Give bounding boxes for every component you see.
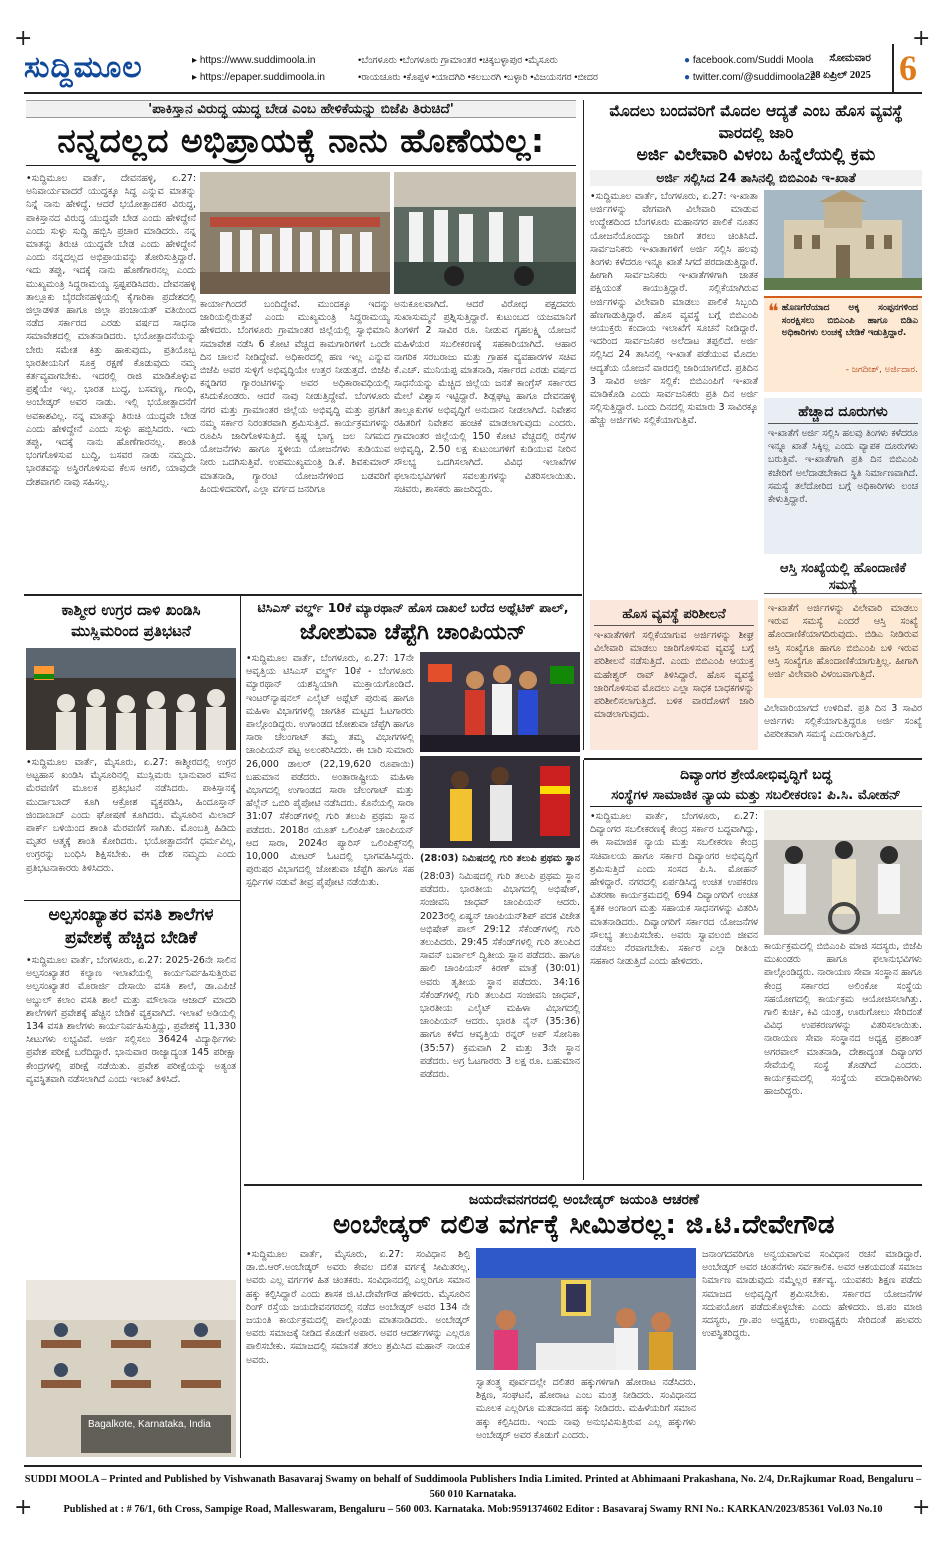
story1-kicker: 'ಪಾಕಿಸ್ತಾನ ವಿರುದ್ಧ ಯುದ್ಧ ಬೇಡ ಎಂಬ ಹೇಳಿಕೆಯನ್ನು ಬಿಜೆಪಿ ತಿರುಚಿದೆ': [26, 100, 576, 118]
story5-col2: (28:03) ನಿಮಿಷದಲ್ಲಿ ಗುರಿ ತಲುಪಿ ಪ್ರಥಮ ಸ್ಥಾನ ಪಡೆದರು. ಭಾರತೀಯ ವಿಭಾಗದಲ್ಲಿ ಅಭಿಷೇಕ್, ಸಂಜೀವನಿ ಜಾಧವ್ ಚಾಂಪಿಯನ್ ಆದರು. 2023ರಲ್ಲಿ ಏಷ್ಯನ್ ಚಾಂಪಿಯನ್‌ಶಿಪ್ ಪದಕ ವಿಜೇತ ಅಭಿಷೇಕ್ ಪಾಲ್ 29:12 ಸೆಕೆಂಡ್‌ಗಳಲ್ಲಿ ಗುರಿ ತಲುಪಿದರು. 29:45 ಸೆಕೆಂಡ್‌ಗಳಲ್ಲಿ ಗುರಿ ತಲುಪಿದ ಸಾವನ್ ಬರ್ವಾಲ್ ದ್ವಿತೀಯ ಸ್ಥಾನ ಪಡೆದರು. ಹಾಗೂ ಹಾಲಿ ಚಾಂಪಿಯನ್ ಕಿರಣ್ ಮಾತ್ರೆ (30:01) ಅವರು ತೃತೀಯ ಸ್ಥಾನ ಪಡೆದರು. 34:16 ಸೆಕೆಂಡ್‌ಗಳಲ್ಲಿ ಗುರಿ ತಲುಪಿದ ಸಂಜೀವನಿ ಜಾಧವ್, ಭಾರತೀಯ ಎಲೈಟ್ ಮಹಿಳಾ ವಿಭಾಗದಲ್ಲಿ ಚಾಂಪಿಯನ್ ಆದರು. ಭಾರತಿ ನೈನ್ (35:36) ಹಾಗೂ ಕಳೆದ ಆವೃತ್ತಿಯ ರನ್ನರ್ ಅಪ್ ಸೋನಿಕಾ (35:57) ಕ್ರಮವಾಗಿ 2 ಮತ್ತು 3ನೇ ಸ್ಥಾನ ಪಡೆದರು. ಅಗ್ರ ಓಟಗಾರರು 3 ಲಕ್ಷ ರೂ. ಬಹುಮಾನ ಪಡೆದರು.: [420, 871, 580, 1081]
story6-kicker: ದಿವ್ಯಾಂಗರ ಶ್ರೇಯೋಭಿವೃದ್ಧಿಗೆ ಬದ್ಧ: [680, 767, 832, 783]
story1-photo-1: [200, 172, 390, 294]
box2-title: ಆಸ್ತಿ ಸಂಖ್ಯೆಯಲ್ಲಿ ಹೊಂದಾಣಿಕೆ ಸಮಸ್ಯೆ: [780, 561, 906, 593]
quote-author: - ಜಗದೀಶ್, ಅರ್ಜಿದಾರ.: [845, 365, 918, 375]
quote-text: ಹೊಣಗೆರೆಯಾದ ಅಕ್ಕ ಸಂಪ್ಪನಗಳಿಂದ ಸಂರಕ್ಷಿಸಲು ಬಿಬಿಎಂಪಿ ಹಾಗೂ ಬಿಡಿಎ ಅಧಿಕಾರಿಗಳು ಲಂಚಕ್ಕೆ ಬೇಡಿಕೆ ಇಡುತ್ತಿದ್ದಾರೆ.: [781, 303, 918, 338]
quote-icon: ❝: [768, 299, 779, 323]
city-editions: [358, 52, 598, 86]
story7-kicker: ಜಯದೇವನಗರದಲ್ಲಿ ಅಂಬೇಡ್ಕರ್ ಜಯಂತಿ ಆಚರಣೆ: [468, 1192, 700, 1208]
story7-col1: •ಸುದ್ದಿಮೂಲ ವಾರ್ತೆ, ಮೈಸೂರು, ಏ.27: ಸಂವಿಧಾನ ಶಿಲ್ಪಿ ಡಾ.ಬಿ.ಆರ್.ಅಂಬೇಡ್ಕರ್ ಅವರು ಕೇವಲ ದಲಿತ ವರ್ಗಕ್ಕೆ ಸೀಮಿತರಲ್ಲ. ಅವರು ಎಲ್ಲ ವರ್ಗಗಳ ಹಿತ ಚಿಂತಕರು. ಸಂವಿಧಾನದಲ್ಲಿ ಎಲ್ಲರಿಗೂ ಸಮಾನ ಹಕ್ಕು ಕಲ್ಪಿಸಿದ್ದಾರೆ ಎಂದು ಶಾಸಕ ಜಿ.ಟಿ.ದೇವೇಗೌಡ ಹೇಳಿದರು. ಮೈಸೂರಿನ ರಿಂಗ್ ರಸ್ತೆಯ ಜಯದೇವನಗರದಲ್ಲಿ ನಡೆದ ಅಂಬೇಡ್ಕರ್ ಅವರ 134 ನೇ ಜಯಂತಿ ಕಾರ್ಯಕ್ರಮದಲ್ಲಿ ಪಾಲ್ಗೊಂಡು ಮಾತನಾಡಿದರು. ಅಂಬೇಡ್ಕರ್ ಅವರು ಸಮಾಜಕ್ಕೆ ನೀಡಿದ ಕೊಡುಗೆ ಅಪಾರ. ಅವರ ಆದರ್ಶಗಳನ್ನು ಎಲ್ಲರೂ ಪಾಲಿಸಬೇಕು. ಸಮಾಜದಲ್ಲಿ ಸಮಾನತೆ ತರಲು ಶ್ರಮಿಸಿದ ಮಹಾನ್ ನಾಯಕ ಅವರು.: [246, 1249, 470, 1366]
protest-photo: [26, 648, 236, 750]
story2-kicker: ಅರ್ಜಿ ಸಲ್ಲಿಸಿದ 24 ತಾಸಿನಲ್ಲಿ ಬಿಬಿಎಂಪಿ ಇ-ಖಾತೆ: [590, 170, 922, 186]
classroom-exam-photo: [26, 1280, 236, 1457]
story6-photo: [764, 810, 922, 935]
divider: [26, 165, 576, 166]
story4-text: •ಸುದ್ದಿಮೂಲ ವಾರ್ತೆ, ಬೆಂಗಳೂರು, ಏ.27: 2025-26ನೇ ಸಾಲಿನ ಅಲ್ಪಸಂಖ್ಯಾತರ ಕಲ್ಯಾಣ ಇಲಾಖೆಯಲ್ಲಿ ಕಾರ್ಯನಿರ್ವಹಿಸುತ್ತಿರುವ ಅಲ್ಪಸಂಖ್ಯಾತರ ಮೊರಾರ್ಜಿ ದೇಸಾಯಿ ವಸತಿ ಶಾಲೆ, ಡಾ.ಎಪಿಜೆ ಅಬ್ದುಲ್ ಕಲಾಂ ವಸತಿ ಶಾಲೆ ಮತ್ತು ಮೌಲಾನಾ ಆಜಾದ್ ಮಾದರಿ ಶಾಲೆಗಳಿಗೆ ಪ್ರವೇಶಕ್ಕೆ ಹೆಚ್ಚಿನ ಬೇಡಿಕೆ ವ್ಯಕ್ತವಾಗಿದೆ. ಇಲಾಖೆ ಅಡಿಯಲ್ಲಿ 134 ವಸತಿ ಶಾಲೆಗಳು ಕಾರ್ಯನಿರ್ವಹಿಸುತ್ತಿದ್ದು, ಪ್ರವೇಶಕ್ಕೆ 11,330 ಸೀಟುಗಳು ಲಭ್ಯವಿವೆ. ಅರ್ಜಿ ಸಲ್ಲಿಸಲು 36424 ವಿದ್ಯಾರ್ಥಿಗಳು ಪ್ರವೇಶ ಪರೀಕ್ಷೆ ಬರೆದಿದ್ದಾರೆ. ಭಾನುವಾರ ರಾಜ್ಯಾದ್ಯಂತ 145 ಪರೀಕ್ಷಾ ಕೇಂದ್ರಗಳಲ್ಲಿ ಪರೀಕ್ಷೆ ನಡೆಯಿತು. ಪ್ರವೇಶ ಪರೀಕ್ಷೆಯನ್ನು ಅತ್ಯಂತ ವ್ಯವಸ್ಥಿತವಾಗಿ ನಡೆಸಲಾಗಿದೆ ಎಂದು ಇಲಾಖೆ ತಿಳಿಸಿದೆ.: [26, 955, 236, 1085]
epaper-link[interactable]: https://epaper.suddimoola.in: [199, 72, 325, 83]
twitter-icon: ●: [684, 72, 691, 83]
imprint-footer: [24, 1465, 922, 1517]
story2-headline: ಮೊದಲು ಬಂದವರಿಗೆ ಮೊದಲ ಆದ್ಯತೆ ಎಂಬ ಹೊಸ ವ್ಯವಸ್ಥೆ ವಾರದಲ್ಲಿ ಜಾರಿ: [609, 102, 903, 142]
story2-photo: [764, 190, 922, 290]
imprint-line-1: SUDDI MOOLA – Printed and Published by Vishwanath Basavaraj Swamy on behalf of Suddimoola Publishers India Limited. Printed at Abhimaani Prakashana, No. 2/4, Dr.Rajkumar Road, Bengaluru – 560 010 Karnataka.: [24, 1474, 922, 1500]
cities-row-1: •ಬೆಂಗಳೂರು •ಬೆಂಗಳೂರು ಗ್ರಾಮಾಂತರ •ಚಿಕ್ಕಬಳ್ಳಾಪುರ •ಮೈಸೂರು: [358, 55, 558, 66]
story1-col2: ಕಾರ್ಯಾಗಿಂದರೆ ಬಂದಿದ್ದೇವೆ. ಮುಂದಕ್ಕೂ ಇದನ್ನು ಜಾರಿಯಲ್ಲಿರುತ್ತವೆ ಎಂದು ಮುಖ್ಯಮಂತ್ರಿ ಸಿದ್ದರಾಮಯ್ಯ ಹೇಳಿದರು. ಬೆಂಗಳೂರು ಗ್ರಾಮಾಂತರ ಜಿಲ್ಲೆಯಲ್ಲಿ ಸ್ವಾಭಿಮಾನಿ ಸಮಾವೇಶ ನಡೆಸಿ 6 ಕೋಟಿ ವೆಚ್ಚದ ಕಾಮಗಾರಿಗಳಿಗೆ ಒಂದೇ ದಿನ ಚಾಲನೆ ನೀಡಿದ್ದೇವೆ. ಅಧಿಕಾರದಲ್ಲಿ ಹಣ ಇಲ್ಲ ಎನ್ನುವ ಬಿಜೆಪಿ ಅವರ ಸುಳ್ಳಿಗೆ ಅಭಿವೃದ್ಧಿಯೇ ಉತ್ತರ ನೀಡುತ್ತದೆ. ಬಿಜೆಪಿ ಕನ್ನಡಿಗರ ಗ್ಯಾರಂಟಿಗಳನ್ನು ಅವರ ಅಧಿಕಾರಾವಧಿಯಲ್ಲಿ ಕಸಿದುಕೊಂಡರು. ಆದರೆ ನಾವು ನೀಡುತ್ತಿದ್ದೇವೆ. ಬೆಂಗಳೂರು ನಗರ ಮತ್ತು ಗ್ರಾಮಾಂತರ ಜಿಲ್ಲೆಯ ಅಭಿವೃದ್ಧಿ ಮತ್ತು ಪ್ರಗತಿಗೆ ನಮ್ಮ ಸರ್ಕಾರ ನಿರಂತರವಾಗಿ ಶ್ರಮಿಸುತ್ತಿದೆ. ಕಾರ್ಯಕ್ರಮಗಳನ್ನು ರೂಪಿಸಿ ಜಾರಿಗೊಳಿಸುತ್ತಿದೆ. ಕೃಷ್ಣ ಭಾಗ್ಯ ಜಲ ನಿಗಮದ ಯೋಜನೆಗಳು ಹಾಗೂ ಸ್ಥಳೀಯ ಯೋಜನೆಗಳು ಕುಡಿಯುವ ನೀರು ಒದಗಿಸುತ್ತಿವೆ. ಉಪಮುಖ್ಯಮಂತ್ರಿ ಡಿ.ಕೆ. ಶಿವಕುಮಾರ್ ಮಾತನಾಡಿ, ಗ್ಯಾರಂಟಿ ಯೋಜನೆಗಳಿಂದ ಬಡವರಿಗೆ ಹಿಂದುಳಿದವರಿಗೆ, ಎಲ್ಲಾ ವರ್ಗದ ಜನರಿಗೂ: [200, 299, 390, 495]
logo: ಸುದ್ದಿಮೂಲ: [24, 50, 143, 85]
divider: [244, 1184, 922, 1186]
event-vehicle-photo: [394, 172, 576, 294]
ambedkar-jayanti-photo: [476, 1248, 696, 1370]
box3-text: ಇ-ಖಾತೆಗಳಿಗೆ ಸಲ್ಲಿಕೆಯಾಗುವ ಅರ್ಜಿಗಳನ್ನು ಶೀಘ್ರ ವಿಲೇವಾರಿ ಮಾಡಲು ಜಾರಿಗೊಳಿಸುವ ವ್ಯವಸ್ಥೆ ಬಗ್ಗೆ ಪರಿಶೀಲನೆ ನಡೆಸುತ್ತಿದೆ. ಎಂದು ಬಿಬಿಎಂಪಿ ಆಯುಕ್ತ ಮಹೇಶ್ವರ್ ರಾವ್ ತಿಳಿಸಿದ್ದಾರೆ. ಹೊಸ ವ್ಯವಸ್ಥೆ ಜಾರಿಗೊಳಿಸುವ ಮೊದಲು ಎಲ್ಲಾ ಸಾಧಕ ಬಾಧಕಗಳನ್ನು ಪರಿಶೀಲಿಸಲಾಗುತ್ತಿದೆ. ಬಳಿಕ ವಾರದೊಳಗೆ ಜಾರಿ ಮಾಡಲಾಗುವುದು.: [594, 630, 754, 721]
divider: [24, 900, 240, 901]
story3-text: •ಸುದ್ದಿಮೂಲ ವಾರ್ತೆ, ಮೈಸೂರು, ಏ.27: ಕಾಶ್ಮೀರದಲ್ಲಿ ಉಗ್ರರ ಅಟ್ಟಹಾಸ ಖಂಡಿಸಿ ಮೈಸೂರಿನಲ್ಲಿ ಮುಸ್ಲಿಮರು ಭಾನುವಾರ ಮೌನ ಮೆರವಣಿಗೆ ಮೂಲಕ ಪ್ರತಿಭಟನೆ ನಡೆಸಿದರು. ಪಾಕಿಸ್ತಾನಕ್ಕೆ ಮುರ್ದಾಬಾದ್ ಕೂಗಿ ಆಕ್ರೋಶ ವ್ಯಕ್ತಪಡಿಸಿ, ಹಿಂದೂಸ್ತಾನ್ ಜಿಂದಾಬಾದ್ ಎಂದು ಘೋಷಣೆ ಕೂಗಿದರು. ಮೈಸೂರಿನ ಮಿಲಾದ್ ಪಾರ್ಕ್ ಬಳಿಯಿಂದ ಶಾಂತಿ ಮೆರವಣಿಗೆ ಸಾಗಿತು. ಮೊಂಬತ್ತಿ ಹಿಡಿದು ಮೃತರ ಆತ್ಮಕ್ಕೆ ಶಾಂತಿ ಕೋರಿದರು. ಭಯೋತ್ಪಾದನೆಗೆ ಧರ್ಮವಿಲ್ಲ, ಉಗ್ರರನ್ನು ಬಂಧಿಸಿ ಶಿಕ್ಷಿಸಬೇಕು. ಈ ದೇಶ ನಮ್ಮದು ಎಂದು ಪ್ರತಿಭಟನಾಕಾರರು ತಿಳಿಸಿದರು.: [26, 757, 236, 874]
divider: [24, 594, 582, 596]
box3-title: ಹೊಸ ವ್ಯವಸ್ಥೆ ಪರಿಶೀಲನೆ: [594, 604, 754, 626]
facebook-icon: ●: [684, 55, 691, 66]
date: 28 ಏಪ್ರಿಲ್ 2025: [810, 70, 871, 81]
box1-text: ಇ-ಖಾತೆಗೆ ಅರ್ಜಿ ಸಲ್ಲಿಸಿ ಹಲವು ತಿಂಗಳು ಕಳೆದರೂ ಇನ್ನೂ ಖಾತೆ ಸಿಕ್ಕಿಲ್ಲ ಎಂದು ವ್ಯಾಪಕ ದೂರುಗಳು ಬರುತ್ತಿವೆ. ಇ-ಖಾತೆಗಾಗಿ ಪ್ರತಿ ದಿನ ಬಿಬಿಎಂಪಿ ಕಚೇರಿಗೆ ಅಲೆದಾಡಬೇಕಾದ ಸ್ಥಿತಿ ನಿರ್ಮಾಣವಾಗಿದೆ. ಸಮಸ್ಯೆ ತಲೆದೋರಿದ ಬಗ್ಗೆ ಅಧಿಕಾರಿಗಳು ಲಂಚ ಕೇಳುತ್ತಿದ್ದಾರೆ.: [768, 428, 918, 506]
story5-headline: ಜೋಶುವಾ ಚೆಪ್ಟೆಗಿ ಚಾಂಪಿಯನ್: [299, 620, 527, 645]
quote-box: [764, 296, 922, 392]
column-divider: [583, 760, 584, 1180]
story6-col2: ಕಾರ್ಯಕ್ರಮದಲ್ಲಿ ಬಿಬಿಎಂಪಿ ಮಾಜಿ ಸದಸ್ಯರು, ಬಿಜೆಪಿ ಮುಖಂಡರು ಹಾಗೂ ಫಲಾನುಭವಿಗಳು ಪಾಲ್ಗೊಂಡಿದ್ದರು. ನಾರಾಯಣ ಸೇವಾ ಸಂಸ್ಥಾನ ಹಾಗೂ ಕೇಂದ್ರ ಸರ್ಕಾರದ ಅಲಿಂಕೋ ಸಂಸ್ಥೆಯ ಸಹಯೋಗದಲ್ಲಿ ಕಾರ್ಯಕ್ರಮ ಆಯೋಜಿಸಲಾಗಿತ್ತು. ಗಾಲಿ ಕುರ್ಚಿ, ಕಿವಿ ಯಂತ್ರ, ಊರುಗೋಲು ಸೇರಿದಂತೆ ವಿವಿಧ ಉಪಕರಣಗಳನ್ನು ವಿತರಿಸಲಾಯಿತು. ನಾರಾಯಣ ಸೇವಾ ಸಂಸ್ಥಾನದ ಅಧ್ಯಕ್ಷ ಪ್ರಶಾಂತ್ ಅಗರವಾಲ್ ಮಾತನಾಡಿ, ದೇಶಾದ್ಯಂತ ದಿವ್ಯಾಂಗರ ಸೇವೆಯಲ್ಲಿ ಸಂಸ್ಥೆ ತೊಡಗಿದೆ ಎಂದರು. ಕಾರ್ಯಕ್ರಮದಲ್ಲಿ ಸಂಸ್ಥೆಯ ಪದಾಧಿಕಾರಿಗಳು ಹಾಜರಿದ್ದರು.: [764, 941, 922, 1098]
page-number: 6: [892, 44, 922, 92]
story2-tail: ವಿಲೇವಾರಿಯಾಗದೆ ಉಳಿದಿವೆ. ಪ್ರತಿ ದಿನ 3 ಸಾವಿರ ಅರ್ಜಿಗಳು ಸಲ್ಲಿಕೆಯಾಗುತ್ತಿದ್ದರೂ ಅರ್ಜಿ ಸಂಖ್ಯೆ ವಿಪರೀತವಾಗಿ ಸಮಸ್ಯೆ ಎದುರಾಗುತ್ತಿದೆ.: [764, 703, 922, 741]
column-divider: [240, 596, 241, 1458]
social-links: [684, 52, 816, 86]
website-link[interactable]: https://www.suddimoola.in: [199, 55, 316, 66]
divider: [590, 806, 922, 807]
story5-photo-2: [420, 756, 580, 848]
event-stage-photo: [200, 172, 390, 294]
divider: [584, 758, 922, 760]
story1-photo-2: [394, 172, 576, 294]
podium-winners-photo: [420, 652, 580, 752]
column-divider: [583, 100, 584, 750]
box2-body: [764, 598, 922, 698]
twitter-link[interactable]: twitter.com/@suddimoola22: [692, 72, 816, 83]
photo-location-caption: Bagalkote, Karnataka, India: [88, 1419, 211, 1430]
box-complaints: [764, 398, 922, 554]
crop-mark-icon: +: [912, 1495, 931, 1520]
weekday: ಸೋಮವಾರ: [829, 53, 871, 64]
aid-distribution-photo: [764, 810, 922, 935]
masthead: [24, 46, 922, 94]
story1-col1: •ಸುದ್ದಿಮೂಲ ವಾರ್ತೆ, ದೇವನಹಳ್ಳಿ, ಏ.27: ಅನಿವಾರ್ಯವಾದರೆ ಯುದ್ಧಕ್ಕೂ ಸಿದ್ಧ ಎನ್ನುವ ಮಾತನ್ನು ನಿನ್ನೆ ನಾನು ಹೇಳಿದ್ದೆ. ಆದರೆ ಭಯೋತ್ಪಾದಕರ ವಿರುದ್ಧ, ಪಾಕಿಸ್ತಾನದ ವಿರುದ್ಧ ಯುದ್ಧವೇ ಬೇಡ ಎಂದು ಹೇಳಿದ್ದೇನೆ ಎಂದು ಸುಳ್ಳು ಸುದ್ದಿ ಹಬ್ಬಿಸಿ ಪ್ರಚಾರ ಮಾಡಿದರು. ನನ್ನ ಮಾತನ್ನು ತಿರುಚಿ ಯುದ್ಧವೇ ಬೇಡ ಎಂದು ಹೇಳಿದ್ದೇನೆ ಎಂದು ನನ್ನದಲ್ಲದ ಅಭಿಪ್ರಾಯವನ್ನು ತೋರಿಸುತ್ತಿದ್ದಾರೆ. ಇದು ತಪ್ಪು, ಇದಕ್ಕೆ ನಾನು ಹೊಣೆಗಾರನಲ್ಲ ಎಂದು ಮುಖ್ಯಮಂತ್ರಿ ಸಿದ್ದರಾಮಯ್ಯ ಸ್ಪಷ್ಟಪಡಿಸಿದರು. ದೇವನಹಳ್ಳಿ ತಾಲ್ಲೂಕು ಬೈರದೇನಹಳ್ಳಿಯಲ್ಲಿ ಕೈಗಾರಿಕಾ ಪ್ರದೇಶದಲ್ಲಿ ಜಿಲ್ಲಾಡಳಿತ ಹಾಗೂ ಜಿಲ್ಲಾ ಪಂಚಾಯತ್ ವತಿಯಿಂದ ನಡೆದ ಸರ್ಕಾರದ ಎರಡು ವರ್ಷದ ಸಾಧನಾ ಸಮಾವೇಶದಲ್ಲಿ ಮಾತನಾಡಿದರು. ಭಯೋತ್ಪಾದನೆಯನ್ನು ಬೇರು ಸಮೇತ ಕಿತ್ತು ಹಾಕುವುದು, ಪ್ರತಿಯೊಬ್ಬ ಭಾರತೀಯನಿಗೆ ಸೂಕ್ತ ರಕ್ಷಣೆ ಕೊಡುವುದು ನಮ್ಮ ಕರ್ತವ್ಯವಾಗಬೇಕು. ಇದರಲ್ಲಿ ರಾಜಿ ಮಾಡಿಕೊಳ್ಳುವ ಪ್ರಶ್ನೆಯೇ ಇಲ್ಲ. ಭಾರತ ಬುದ್ಧ, ಬಸವಣ್ಣ, ಗಾಂಧಿ, ಅಂಬೇಡ್ಕರ್ ಅವರ ನಾಡು. ಇಲ್ಲಿ ಭಯೋತ್ಪಾದನೆಗೆ ಅವಕಾಶವಿಲ್ಲ. ನನ್ನ ಮಾತನ್ನು ತಿರುಚಿ ಯುದ್ಧವೇ ಬೇಡ ಎಂದು ಹೇಳಿದ್ದೇನೆ ಎಂದು ಸುಳ್ಳು ಹಬ್ಬಿಸಿದರು. ಇದು ತಪ್ಪು, ಇದಕ್ಕೆ ನಾನು ಹೊಣೆಗಾರನಲ್ಲ. ಶಾಂತಿ ಭಂಗಗೊಳಿಸುವ ಬುದ್ಧಿ, ಬಸವರ ನಾಡು ನಮ್ಮದು. ಭಾರತವನ್ನು ಅಸ್ಥಿರಗೊಳಿಸುವ ಕೆಲಸ ಆಗಲಿ, ಯಾವುದೇ ದೇಶವಾಗಲಿ ನಾವು ಸಹಿಸಲ್ಲ.: [26, 173, 196, 488]
story1-headline: ನನ್ನದಲ್ಲದ ಅಭಿಪ್ರಾಯಕ್ಕೆ ನಾನು ಹೊಣೆಯಲ್ಲ:: [57, 121, 545, 160]
box-new-system: [590, 600, 758, 750]
story7-headline: ಅಂಬೇಡ್ಕರ್ ದಲಿತ ವರ್ಗಕ್ಕೆ ಸೀಮಿತರಲ್ಲ: ಜಿ.ಟಿ.ದೇವೇಗೌಡ: [332, 1210, 835, 1240]
women-winners-photo: [420, 756, 580, 848]
box-property-number: [764, 560, 922, 594]
story1-col3: ಅನುಕೂಲವಾಗಿದೆ. ಆದರೆ ವಿರೋಧ ಪಕ್ಷದವರು ಸುಖಾಸುಮ್ಮನೆ ಪ್ರಶ್ನಿಸುತ್ತಿದ್ದಾರೆ. ಕುಟುಂಬದ ಯಜಮಾನಿಗೆ ತಿಂಗಳಿಗೆ 2 ಸಾವಿರ ರೂ. ನೀಡುವ ಗೃಹಲಕ್ಷ್ಮಿ ಯೋಜನೆ ಮಹಿಳೆಯರ ಸಬಲೀಕರಣಕ್ಕೆ ಸಹಕಾರಿಯಾಗಿದೆ. ಆಹಾರ ನಾಗರಿಕ ಸರಬರಾಜು ಮತ್ತು ಗ್ರಾಹಕ ವ್ಯವಹಾರಗಳ ಸಚಿವ ಕೆ.ಎಚ್. ಮುನಿಯಪ್ಪ ಮಾತನಾಡಿ, ಸರ್ಕಾರದ ಎರಡು ವರ್ಷದ ಸಾಧನೆಯನ್ನು ಮೆಚ್ಚಿದ ಜಿಲ್ಲೆಯ ಜನತೆ ಕಾಂಗ್ರೆಸ್ ಸರ್ಕಾರದ ಮೇಲೆ ವಿಶ್ವಾಸ ಇಟ್ಟಿದ್ದಾರೆ. ಶಿಡ್ಲಘಟ್ಟ ಹಾಗೂ ದೇವನಹಳ್ಳಿ ತಾಲ್ಲೂಕುಗಳ ಅಭಿವೃದ್ಧಿಗೆ ಅನುದಾನ ನೀಡಲಾಗಿದೆ. ನಿವೇಶನ ರಹಿತರಿಗೆ ನಿವೇಶನ ಹಂಚಿಕೆ ಮಾಡಲಾಗುವುದು ಎಂದರು. ಗ್ರಾಮಾಂತರ ಜಿಲ್ಲೆಯಲ್ಲಿ 150 ಕೋಟಿ ವೆಚ್ಚದಲ್ಲಿ ರಸ್ತೆಗಳ ಅಭಿವೃದ್ಧಿ, 2.50 ಲಕ್ಷ ಕುಟುಂಬಗಳಿಗೆ ಕುಡಿಯುವ ನೀರಿನ ಸೌಲಭ್ಯ ಒದಗಿಸಲಾಗಿದೆ. ವಿವಿಧ ಇಲಾಖೆಗಳ ಫಲಾನುಭವಿಗಳಿಗೆ ಸವಲತ್ತುಗಳನ್ನು ವಿತರಿಸಲಾಯಿತು. ಸಚಿವರು, ಶಾಸಕರು ಹಾಜರಿದ್ದರು.: [394, 299, 576, 495]
web-links: ▸ https://www.suddimoola.in ▸ https://epaper.suddimoola.in: [192, 55, 325, 83]
story7-photo: [476, 1248, 696, 1370]
story5-col1: •ಸುದ್ದಿಮೂಲ ವಾರ್ತೆ, ಬೆಂಗಳೂರು, ಏ.27: 17ನೇ ಆವೃತ್ತಿಯ ಟಿಸಿಎಸ್ ವರ್ಲ್ಡ್ 10ಕೆ - ಬೆಂಗಳೂರು ಮ್ಯಾರಥಾನ್ ಯಶಸ್ವಿಯಾಗಿ ಮುಕ್ತಾಯಗೊಂಡಿದೆ. ಇಂಟರ್‌ನ್ಯಾಷನಲ್ ಎಲೈಟ್ ಅಥ್ಲೆಟ್ ಪುರುಷ ಹಾಗೂ ಮಹಿಳಾ ವಿಭಾಗಗಳಲ್ಲಿ ಜಾಗತಿಕ ಮಟ್ಟದ ಓಟಗಾರರು ಪಾಲ್ಗೊಂಡಿದ್ದರು. ಉಗಾಂಡದ ಜೋಶುವಾ ಚೆಪ್ಟೆಗಿ ಹಾಗೂ ಸಾರಾ ಚೆಲಂಗಾಟ್ ತಮ್ಮ ತಮ್ಮ ವಿಭಾಗಗಳಲ್ಲಿ ಚಾಂಪಿಯನ್ ಪಟ್ಟ ಅಲಂಕರಿಸಿದರು. ಈ ಬಾರಿ ಸುಮಾರು 26,000 ಡಾಲರ್ (22,19,620 ರೂಪಾಯಿ) ಬಹುಮಾನ ಪಡೆದರು. ಅಂತಾರಾಷ್ಟ್ರೀಯ ಮಹಿಳಾ ವಿಭಾಗದಲ್ಲಿ ಉಗಾಂಡದ ಸಾರಾ ಚೆಲಂಗಾಟ್ ಮತ್ತು ಹೆಲ್ಲೆನ್ ಒಬಿರಿ ಪೈಪೋಟಿ ನಡೆಸಿದರು. ಕೊನೆಯಲ್ಲಿ ಸಾರಾ 31:07 ಸೆಕೆಂಡ್‌ಗಳಲ್ಲಿ ಗುರಿ ತಲುಪಿ ಪ್ರಥಮ ಸ್ಥಾನ ಪಡೆದರು. 2018ರ ಯೂತ್ ಒಲಿಂಪಿಕ್ ಚಾಂಪಿಯನ್ ಆದ ಸಾರಾ, 2024ರ ಪ್ಯಾರಿಸ್ ಒಲಿಂಪಿಕ್ಸ್‌ನಲ್ಲಿ 10,000 ಮೀಟರ್ ಓಟದಲ್ಲಿ ಭಾಗವಹಿಸಿದ್ದರು. ಪುರುಷರ ವಿಭಾಗದಲ್ಲಿ ಜೋಶುವಾ ಚೆಪ್ಟೆಗಿ ಹಾಗೂ ಸಹ ಸ್ಪರ್ಧಿಗಳ ನಡುವೆ ತೀವ್ರ ಪೈಪೋಟಿ ನಡೆಯಿತು.: [246, 653, 414, 889]
crop-mark-icon: +: [912, 26, 931, 51]
dateline: [810, 50, 871, 84]
cities-row-2: •ರಾಯಚೂರು •ಕೊಪ್ಪಳ •ಯಾದಗಿರಿ •ಕಲಬುರಗಿ •ಬಳ್ಳಾರಿ •ವಿಜಯನಗರ •ಬೀದರ: [358, 72, 598, 83]
crop-mark-icon: +: [14, 26, 33, 51]
story2-headline2: ಅರ್ಜಿ ವಿಲೇವಾರಿ ವಿಳಂಬ ಹಿನ್ನೆಲೆಯಲ್ಲಿ ಕ್ರಮ: [636, 145, 876, 165]
story6-headline: ಸಂಸ್ಥೆಗಳ ಸಾಮಾಜಿಕ ನ್ಯಾಯ ಮತ್ತು ಸಬಲೀಕರಣ: ಪಿ.ಸಿ. ಮೋಹನ್: [611, 787, 901, 803]
story7-col2: ಸ್ವಾತಂತ್ರ್ಯ ಪೂರ್ವದಲ್ಲೇ ದಲಿತರ ಹಕ್ಕುಗಳಿಗಾಗಿ ಹೋರಾಟ ನಡೆಸಿದರು. ಶಿಕ್ಷಣ, ಸಂಘಟನೆ, ಹೋರಾಟ ಎಂಬ ಮಂತ್ರ ನೀಡಿದರು. ಸಂವಿಧಾನದ ಮೂಲಕ ಎಲ್ಲರಿಗೂ ಮತದಾನದ ಹಕ್ಕು ನೀಡಿದರು. ಮಹಿಳೆಯರಿಗೆ ಸಮಾನ ಹಕ್ಕು ಕಲ್ಪಿಸಿದರು. ಇಂದು ನಾವು ಅನುಭವಿಸುತ್ತಿರುವ ಎಲ್ಲ ಹಕ್ಕುಗಳು ಅಂಬೇಡ್ಕರ್ ಅವರ ಕೊಡುಗೆ ಎಂದರು.: [476, 1377, 696, 1441]
crop-mark-icon: +: [14, 1495, 33, 1520]
facebook-link[interactable]: facebook.com/Suddi Moola: [692, 55, 814, 66]
story3-headline: ಕಾಶ್ಮೀರ ಉಗ್ರರ ದಾಳಿ ಖಂಡಿಸಿ ಮುಸ್ಲಿಮರಿಂದ ಪ್ರತಿಭಟನೆ: [61, 601, 201, 640]
story5-kicker: ಟಿಸಿಎಸ್ ವರ್ಲ್ಡ್ 10ಕೆ ಮ್ಯಾರಥಾನ್ ಹೊಸ ದಾಖಲೆ ಬರೆದ ಅಥ್ಲೆಟಿಕ್ ಪಾಲ್,: [257, 600, 569, 615]
box1-title: ಹೆಚ್ಚಾದ ದೂರುಗಳು: [768, 402, 918, 424]
story7-col4: ಜನಾಂಗದವರಿಗೂ ಅನ್ವಯವಾಗುವ ಸಂವಿಧಾನ ರಚನೆ ಮಾಡಿದ್ದಾರೆ. ಅಂಬೇಡ್ಕರ್ ಅವರ ಚಿಂತನೆಗಳು ಸರ್ವಕಾಲಿಕ. ಅವರ ಆಶಯದಂತೆ ಸಮಾಜ ನಿರ್ಮಾಣ ಮಾಡುವುದು ನಮ್ಮೆಲ್ಲರ ಕರ್ತವ್ಯ. ಯುವಕರು ಶಿಕ್ಷಣ ಪಡೆದು ಸಮಾಜದ ಅಭಿವೃದ್ಧಿಗೆ ಶ್ರಮಿಸಬೇಕು. ಸರ್ಕಾರದ ಯೋಜನೆಗಳ ಸದುಪಯೋಗ ಪಡೆದುಕೊಳ್ಳಬೇಕು ಎಂದು ಹೇಳಿದರು. ಜಿ.ಪಂ ಮಾಜಿ ಸದಸ್ಯರು, ಗ್ರಾ.ಪಂ ಅಧ್ಯಕ್ಷರು, ಉಪಾಧ್ಯಕ್ಷರು ಸೇರಿದಂತೆ ಹಲವರು ಉಪಸ್ಥಿತರಿದ್ದರು.: [702, 1249, 922, 1340]
story4-headline: ಅಲ್ಪಸಂಖ್ಯಾತರ ವಸತಿ ಶಾಲೆಗಳ ಪ್ರವೇಶಕ್ಕೆ ಹೆಚ್ಚಿದ ಬೇಡಿಕೆ: [48, 905, 214, 948]
story4-photo: [26, 1280, 236, 1457]
story3-photo: [26, 648, 236, 750]
box2-text: ಇ-ಖಾತೆಗೆ ಅರ್ಜಿಗಳನ್ನು ವಿಲೇವಾರಿ ಮಾಡಲು ಇರುವ ಸಮಸ್ಯೆ ಎಂದರೆ ಆಸ್ತಿ ಸಂಖ್ಯೆ ಹೊಂದಾಣಿಕೆಯಾಗದಿರುವುದು. ಬಿಡಿಎ ನೀಡಿರುವ ಆಸ್ತಿ ಸಂಖ್ಯೆಗೂ ಹಾಗೂ ಬಿಬಿಎಂಪಿ ಬಳಿ ಇರುವ ಆಸ್ತಿ ಸಂಖ್ಯೆಗೂ ಹೊಂದಾಣಿಕೆಯಾಗುತ್ತಿಲ್ಲ. ಹೀಗಾಗಿ ಅರ್ಜಿ ವಿಲೇವಾರಿ ವಿಳಂಬವಾಗುತ್ತಿದೆ.: [768, 603, 918, 681]
story2-col1: •ಸುದ್ದಿಮೂಲ ವಾರ್ತೆ, ಬೆಂಗಳೂರು, ಏ.27: ಇ-ಖಾತಾ ಅರ್ಜಿಗಳನ್ನು ವೇಗವಾಗಿ ವಿಲೇವಾರಿ ಮಾಡುವ ಉದ್ದೇಶದಿಂದ ಬೆಂಗಳೂರು ಮಹಾನಗರ ಪಾಲಿಕೆ ನೂತನ ಯೋಜನೆಯೊಂದನ್ನು ಜಾರಿಗೆ ತರಲು ಚಿಂತಿಸಿದೆ. ಸಾರ್ವಜನಿಕರು ಇ-ಖಾತಾಗಳಿಗೆ ಅರ್ಜಿ ಸಲ್ಲಿಸಿ ಹಲವು ತಿಂಗಳು ಕಳೆದರೂ ಇನ್ನೂ ಖಾತೆ ಸಿಗದೆ ಪರದಾಡುತ್ತಿದ್ದಾರೆ. ಹೀಗಾಗಿ ಸಾರ್ವಜನಿಕರು ಇ-ಖಾತೆಗಳಿಗಾಗಿ ಜಾತಕ ಪಕ್ಷಿಯಂತೆ ಕಾಯುತ್ತಿದ್ದಾರೆ. ಸಲ್ಲಿಕೆಯಾಗಿರುವ ಅರ್ಜಿಗಳನ್ನು ವಿಲೇವಾರಿ ಮಾಡಲು ಪಾಲಿಕೆ ಸಿಬ್ಬಂದಿ ಹೆಣಗಾಡುತ್ತಿದ್ದಾರೆ. ಹೊಸ ವ್ಯವಸ್ಥೆ ಬಗ್ಗೆ ಬಿಬಿಎಂಪಿ ಆಯುಕ್ತರು ಕಂದಾಯ ಇಲಾಖೆಗೆ ಸೂಚನೆ ನೀಡಿದ್ದಾರೆ. ಇದರಿಂದ ಸಾರ್ವಜನಿಕರ ಅಲೆದಾಟ ತಪ್ಪಲಿದೆ. ಅರ್ಜಿ ಸಲ್ಲಿಸಿದ 24 ತಾಸಿನಲ್ಲಿ ಇ-ಖಾತೆ ಪಡೆಯುವ ಮೊದಲ ಆದ್ಯತೆಯ ಯೋಜನೆ ವಾರದಲ್ಲಿ ಜಾರಿಯಾಗಲಿದೆ. ಪ್ರತಿದಿನ 3 ಸಾವಿರ ಅರ್ಜಿ ಸಲ್ಲಿಕೆ: ಬಿಬಿಎಂಪಿಗೆ ಇ-ಖಾತೆ ಮಾಡಿಕೊಡಿ ಎಂದು ಸಾರ್ವಜನಿಕರು ಪ್ರತಿ ದಿನ ಅರ್ಜಿ ಸಲ್ಲಿಸುತ್ತಿದ್ದಾರೆ. ಒಂದು ದಿನದಲ್ಲಿ ಸುಮಾರು 3 ಸಾವಿರಕ್ಕೂ ಹೆಚ್ಚು ಅರ್ಜಿಗಳು ಸಲ್ಲಿಕೆಯಾಗುತ್ತಿವೆ.: [590, 191, 758, 427]
imprint-line-2: Published at : # 76/1, 6th Cross, Sampige Road, Malleswaram, Bengaluru – 560 003. Karnataka. Mob:9591374602 Editor : Basavaraj Swamy RNI No.: KARKAN/2023/85361 Vol.03 No.10: [63, 1504, 883, 1515]
story6-col1: •ಸುದ್ದಿಮೂಲ ವಾರ್ತೆ, ಬೆಂಗಳೂರು, ಏ.27: ದಿವ್ಯಾಂಗರ ಸಬಲೀಕರಣಕ್ಕೆ ಕೇಂದ್ರ ಸರ್ಕಾರ ಬದ್ಧವಾಗಿದ್ದು, ಈ ಸಾಮಾಜಿಕ ನ್ಯಾಯ ಮತ್ತು ಸಬಲೀಕರಣ ಕೇಂದ್ರ ಸಚಿವಾಲಯ ಹಾಗೂ ಸರ್ಕಾರ ದಿವ್ಯಾಂಗರ ಅಭಿವೃದ್ಧಿಗೆ ಶ್ರಮಿಸುತ್ತಿದೆ ಎಂದು ಸಂಸದ ಪಿ.ಸಿ. ಮೋಹನ್ ಹೇಳಿದ್ದಾರೆ. ನಗರದಲ್ಲಿ ಏರ್ಪಡಿಸಿದ್ದ ಉಚಿತ ಉಪಕರಣ ವಿತರಣಾ ಕಾರ್ಯಕ್ರಮದಲ್ಲಿ 694 ದಿವ್ಯಾಂಗರಿಗೆ ಉಚಿತ ಕೃತಕ ಅಂಗಾಂಗ ಮತ್ತು ಸಹಾಯಕ ಸಾಧನಗಳನ್ನು ವಿತರಿಸಿ ಮಾತನಾಡಿದರು. ದಿವ್ಯಾಂಗರಿಗೆ ಸರ್ಕಾರದ ಯೋಜನೆಗಳ ಸೌಲಭ್ಯ ತಲುಪಿಸಬೇಕು. ಅವರು ಸ್ವಾವಲಂಬಿ ಜೀವನ ನಡೆಸಲು ನೆರವಾಗಬೇಕು. ಸರ್ಕಾರ ಎಲ್ಲಾ ರೀತಿಯ ಸಹಕಾರ ನೀಡುತ್ತಿದೆ ಎಂದು ಹೇಳಿದರು.: [590, 811, 758, 968]
bbmp-building-photo: [764, 190, 922, 290]
story5-photo-1: [420, 652, 580, 752]
story5-photo-caption: (28:03) ನಿಮಿಷದಲ್ಲಿ ಗುರಿ ತಲುಪಿ ಪ್ರಥಮ ಸ್ಥಾನ: [420, 853, 580, 864]
